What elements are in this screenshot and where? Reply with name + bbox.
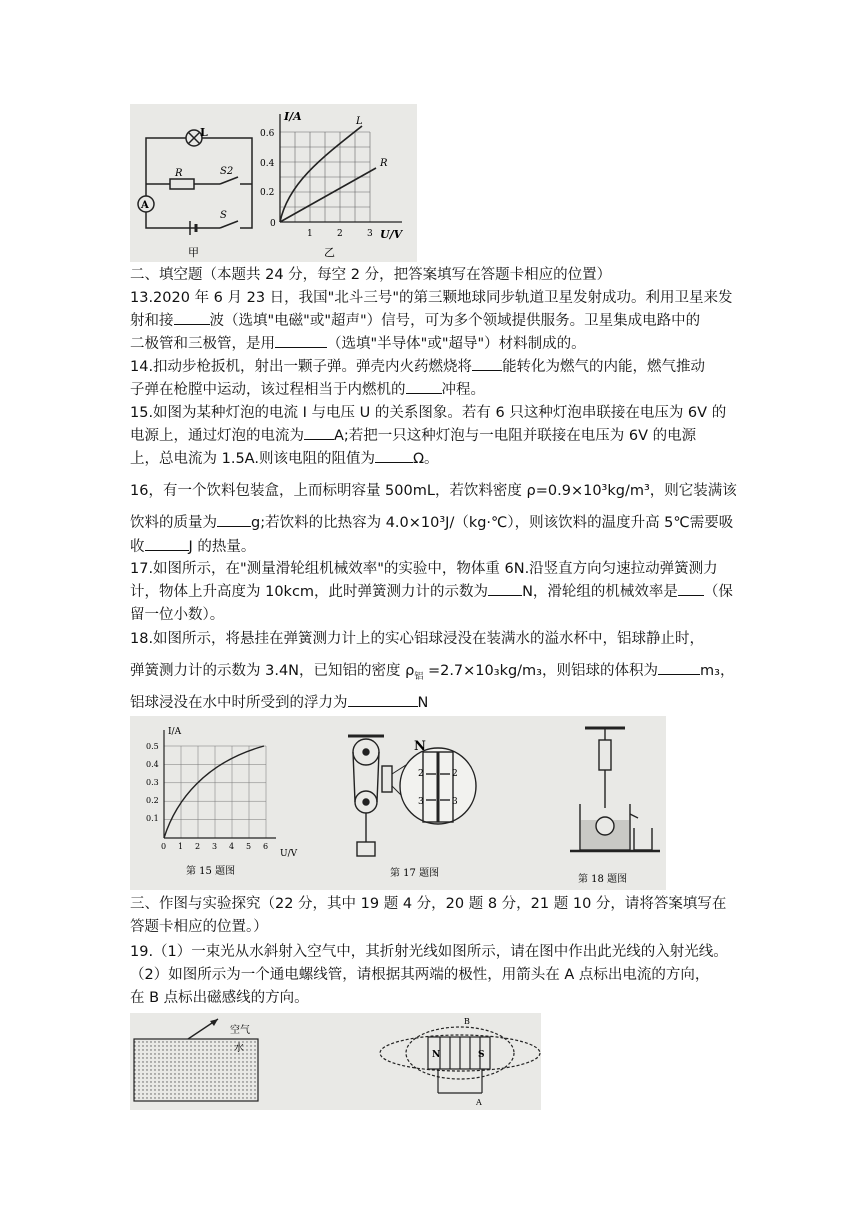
q13-line3: 二极管和三极管，是用 （选填"半导体"或"超导"）材料制成的。 (130, 333, 730, 355)
q15-line3: 上，总电流为 1.5A.则该电阻的阻值为 Ω。 (130, 448, 730, 470)
answer-blank[interactable] (678, 581, 704, 596)
y-tick: 0.1 (146, 814, 159, 823)
graph-15 (146, 727, 298, 877)
scale-number: 2 (452, 769, 458, 779)
refraction-and-solenoid-svg (130, 1013, 541, 1110)
y-tick: 0.6 (260, 129, 275, 139)
y-tick: 0.5 (146, 742, 159, 751)
q17-line2: 计，物体上升高度为 10kcm，此时弹簧测力计的示数为 N，滑轮组的机械效率是 （保 (130, 581, 730, 603)
point-A-label: A (476, 1098, 482, 1107)
ammeter-label: A (141, 200, 149, 211)
scale-number: 2 (418, 769, 424, 779)
x-tick: 4 (229, 842, 235, 851)
x-tick: 1 (178, 842, 184, 851)
lamp-label: L (200, 126, 208, 139)
answer-blank[interactable] (375, 448, 413, 463)
q18-line1: 18.如图所示，将悬挂在弹簧测力计上的实心铝球浸没在装满水的溢水杯中，铝球静止时， (130, 631, 705, 647)
fig17-caption: 第 17 题图 (390, 868, 440, 879)
middle-figure (130, 716, 666, 890)
x-tick: 3 (367, 229, 373, 239)
iu-graph (260, 110, 404, 259)
y-tick: 0.3 (146, 778, 159, 787)
pole-S-label: S (478, 1050, 485, 1060)
answer-blank[interactable] (658, 660, 700, 675)
scale-unit-N: N (414, 739, 426, 754)
q17-line3: 留一位小数）。 (130, 607, 225, 623)
y-tick: 0.2 (146, 796, 159, 805)
pulley-figure-17 (348, 736, 476, 856)
graph15-y-label: I/A (168, 727, 182, 737)
section3-line1: 三、作图与实验探究（22 分，其中 19 题 4 分，20 题 8 分，21 题 10 分，请将答案填写在 (130, 896, 727, 912)
answer-blank[interactable] (275, 333, 327, 348)
curve-label-R: R (380, 158, 388, 169)
answer-blank[interactable] (304, 425, 334, 440)
circuit-caption: 甲 (188, 246, 199, 259)
q15-line2: 电源上，通过灯泡的电流为 A;若把一只这种灯泡与一电阻并联接在电压为 6V 的电源 (130, 425, 730, 447)
graph15-x-label: U/V (280, 849, 298, 859)
graph-caption: 乙 (324, 246, 335, 259)
bottom-figure (130, 1013, 541, 1110)
q18-line2: 弹簧测力计的示数为 3.4N，已知铝的密度 $\rho_铝 =2.7\times 10_3kg/m_3$，则铝球的体积为 m₃， (130, 660, 730, 688)
answer-blank[interactable] (472, 356, 502, 371)
answer-blank[interactable] (217, 512, 251, 527)
scale-number: 3 (418, 797, 424, 807)
y-tick: 0.4 (260, 159, 275, 169)
answer-blank[interactable] (488, 581, 522, 596)
x-tick: 5 (246, 842, 252, 851)
x-axis-label: U/V (380, 228, 403, 241)
solenoid-diagram (380, 1027, 540, 1093)
scale-number: 3 (452, 797, 458, 807)
section3-line2: 答题卡相应的位置。） (130, 919, 268, 935)
top-figure (130, 104, 417, 262)
q18-line3: 铝球浸没在水中时所受到的浮力为 N (130, 692, 730, 714)
q19-line1: 19.（1）一束光从水斜射入空气中，其折射光线如图所示，请在图中作出此光线的入射光线。 (130, 944, 728, 960)
x-tick: 6 (263, 842, 269, 851)
curve-label-L: L (356, 116, 363, 127)
answer-blank[interactable] (174, 310, 210, 325)
pole-N-label: N (432, 1050, 441, 1060)
x-tick: 3 (212, 842, 218, 851)
answer-blank[interactable] (348, 692, 418, 707)
section2-heading: 二、填空题（本题共 24 分，每空 2 分，把答案填写在答题卡相应的位置） (130, 267, 612, 283)
switch2-label: S2 (220, 166, 234, 177)
circuit-and-graph-svg (130, 104, 417, 262)
q15-line1: 15.如图为某种灯泡的电流 I 与电压 U 的关系图象。若有 6 只这种灯泡串联接在电压为 6V 的 (130, 405, 727, 421)
curve-L (280, 126, 362, 222)
q14-line1: 14.扣动步枪扳机，射出一颗子弹。弹壳内火药燃烧将 能转化为燃气的内能，燃气推动 (130, 356, 730, 378)
x-tick: 2 (195, 842, 201, 851)
x-tick: 0 (161, 842, 167, 851)
y-tick: 0.2 (260, 188, 275, 198)
water-label: 水 (234, 1043, 244, 1054)
overflow-cup-figure-18 (570, 728, 660, 851)
point-B-label: B (464, 1017, 470, 1026)
switch1-label: S (220, 210, 227, 221)
y-axis-label: I/A (284, 110, 302, 123)
origin-label: 0 (270, 219, 276, 229)
q19-line3: 在 B 点标出磁感线的方向。 (130, 990, 309, 1006)
q13-line2: 射和接 波（选填"电磁"或"超声"）信号，可为多个领域提供服务。卫星集成电路中的 (130, 310, 730, 332)
refraction-diagram (134, 1019, 258, 1101)
q16-line2: 饮料的质量为 g;若饮料的比热容为 4.0×10³J/（kg·℃），则该饮料的温度升高 5℃需要吸 (130, 512, 730, 534)
resistor-label: R (175, 168, 183, 179)
figs-15-17-18-svg (130, 716, 666, 890)
q13-line1: 13.2020 年 6 月 23 日，我国"北斗三号"的第三颗地球同步轨道卫星发射成功。利用卫星来发 (130, 290, 733, 306)
answer-blank[interactable] (406, 379, 442, 394)
air-label: 空气 (230, 1025, 250, 1036)
graph15-caption: 第 15 题图 (186, 866, 236, 877)
q16-line3: 收 J 的热量。 (130, 536, 730, 558)
x-tick: 1 (307, 229, 313, 239)
fig18-caption: 第 18 题图 (578, 874, 628, 885)
line-R (280, 168, 376, 222)
x-tick: 2 (337, 229, 343, 239)
q16-line1: 16，有一个饮料包装盒，上而标明容量 500mL，若饮料密度 ρ=0.9×10³kg/m³，则它装满该 (130, 483, 737, 499)
y-tick: 0.4 (146, 760, 159, 769)
q14-line2: 子弹在枪膛中运动，该过程相当于内燃机的 冲程。 (130, 379, 730, 401)
answer-blank[interactable] (145, 536, 189, 551)
q17-line1: 17.如图所示，在"测量滑轮组机械效率"的实验中，物体重 6N.沿竖直方向匀速拉动弹簧测力 (130, 561, 718, 577)
q19-line2: （2）如图所示为一个通电螺线管，请根据其两端的极性，用箭头在 A 点标出电流的方向， (130, 967, 710, 983)
